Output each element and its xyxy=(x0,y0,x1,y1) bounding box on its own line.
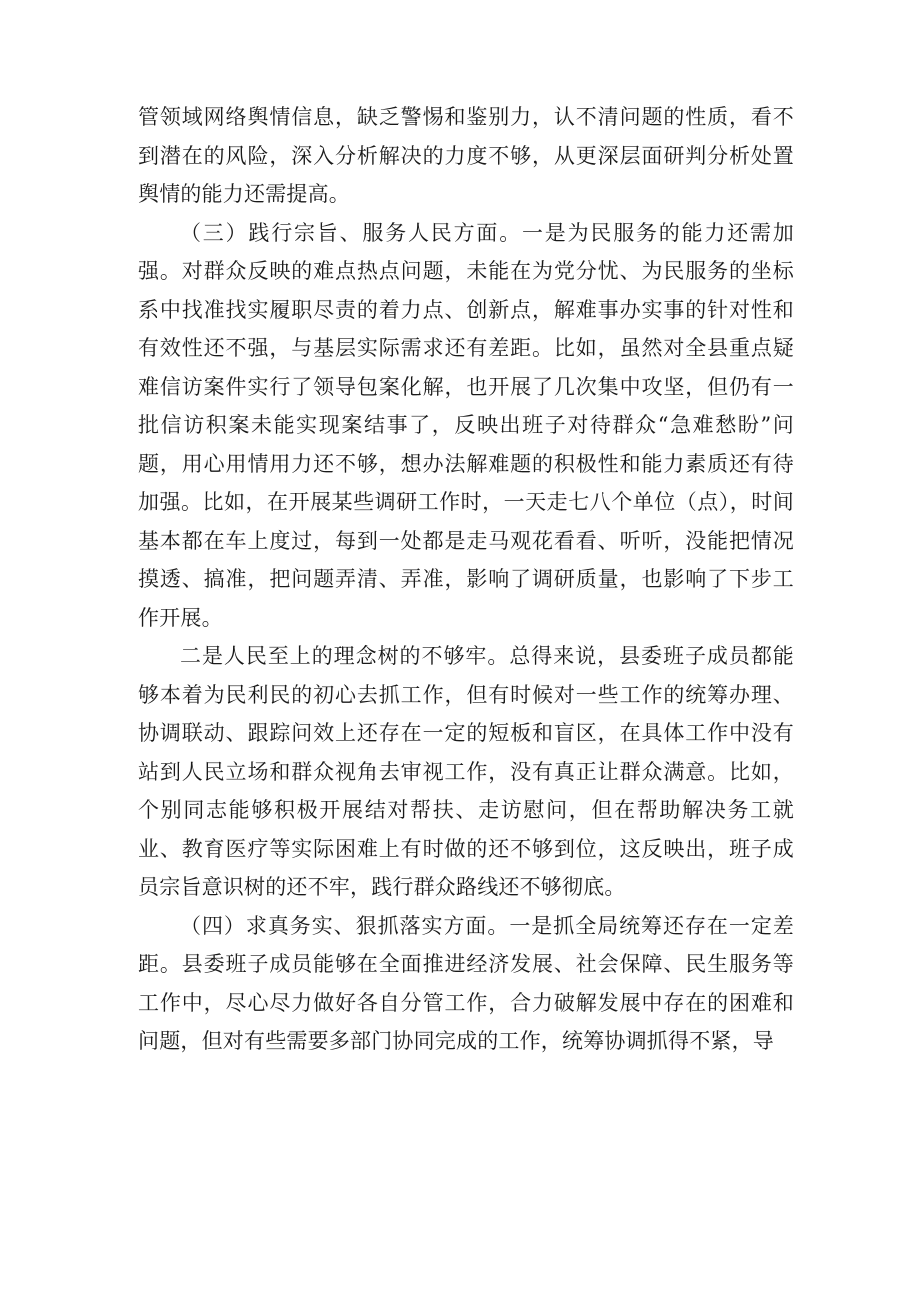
paragraph-section-three: （三）践行宗旨、服务人民方面。一是为民服务的能力还需加强。对群众反映的难点热点问题，未能在为党分忧、为民服务的坐标系中找准找实履职尽责的着力点、创新点，解难事办实事的针对性和有效性还不强，与基层实际需求还有差距。比如，虽然对全县重点疑难信访案件实行了领导包案化解，也开展了几次集中攻坚，但仍有一批信访积案未能实现案结事了，反映出班子对待群众“急难愁盼”问题，用心用情用力还不够，想办法解难题的积极性和能力素质还有待加强。比如，在开展某些调研工作时，一天走七八个单位（点），时间基本都在车上度过，每到一处都是走马观花看看、听听，没能把情况摸透、搞准，把问题弄清、弄准，影响了调研质量，也影响了下步工作开展。 xyxy=(138,220,794,630)
paragraph-section-four: （四）求真务实、狠抓落实方面。一是抓全局统筹还存在一定差距。县委班子成员能够在全面推进经济发展、社会保障、民生服务等工作中，尽心尽力做好各自分管工作，合力破解发展中存在的困难和问题，但对有些需要多部门协同完成的工作，统筹协调抓得不紧，导 xyxy=(138,913,794,1053)
document-body xyxy=(138,98,794,1061)
paragraph-continuation: 管领域网络舆情信息，缺乏警惕和鉴别力，认不清问题的性质，看不到潜在的风险，深入分析解决的力度不够，从更深层面研判分析处置舆情的能力还需提高。 xyxy=(138,105,794,206)
paragraph-people-first: 二是人民至上的理念树的不够牢。总得来说，县委班子成员都能够本着为民利民的初心去抓工作，但有时候对一些工作的统筹办理、协调联动、跟踪问效上还存在一定的短板和盲区，在具体工作中没有站到人民立场和群众视角去审视工作，没有真正让群众满意。比如，个别同志能够积极开展结对帮扶、走访慰问，但在帮助解决务工就业、教育医疗等实际困难上有时做的还不够到位，这反映出，班子成员宗旨意识树的还不牢，践行群众路线还不够彻底。 xyxy=(138,644,794,899)
